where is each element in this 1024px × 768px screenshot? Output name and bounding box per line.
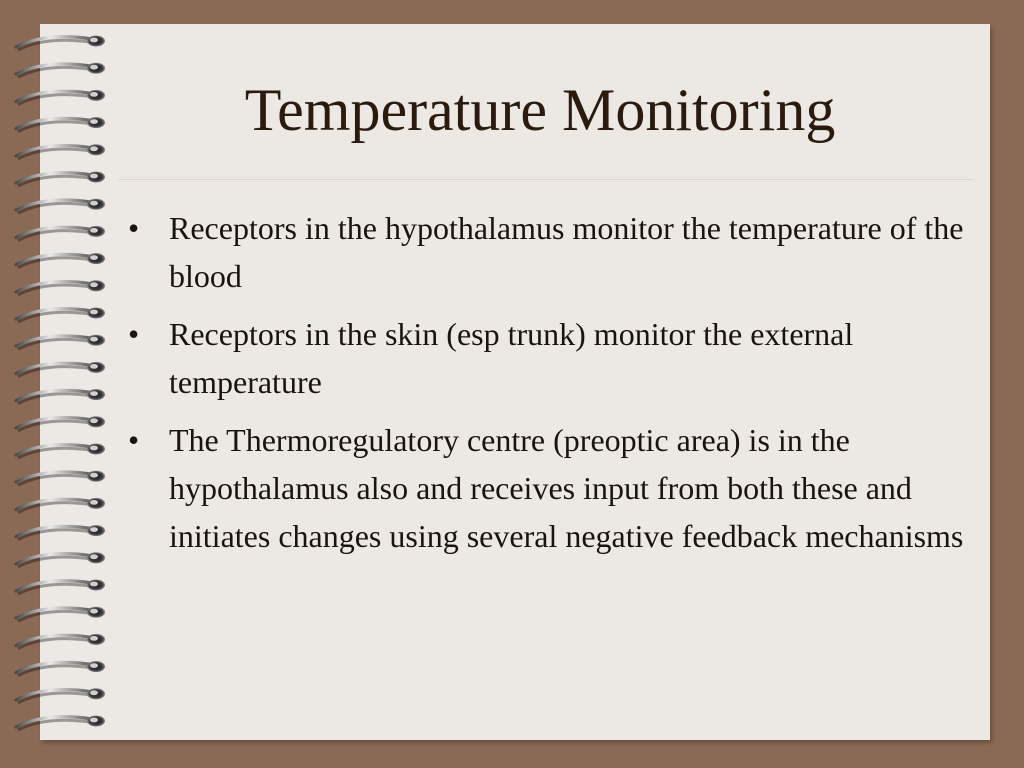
spiral-ring-icon [16,335,105,350]
spiral-ring-icon [16,416,105,431]
spiral-ring-icon [16,308,105,323]
spiral-ring-icon [16,253,105,268]
spiral-ring-icon [16,688,105,703]
spiral-ring-icon [16,36,105,51]
bullet-text: The Thermoregulatory centre (preoptic area) is in the hypothalamus also and receives input from both these and initiates changes using several negative feedback mechanisms [169,422,964,554]
spiral-ring-icon [16,172,105,187]
spiral-ring-icon [16,226,105,241]
bullet-list [126,204,976,570]
spiral-ring-icon [16,580,105,595]
bullet-item [126,204,976,300]
spiral-ring-icon [16,552,105,567]
title-divider [118,179,973,180]
spiral-ring-icon [16,389,105,404]
spiral-ring-icon [16,117,105,132]
bullet-text: Receptors in the hypothalamus monitor the temperature of the blood [169,210,964,294]
spiral-ring-icon [16,498,105,513]
spiral-binding [0,0,120,768]
spiral-ring-icon [16,362,105,377]
spiral-ring-icon [16,607,105,622]
bullet-item [126,416,976,560]
spiral-ring-icon [16,144,105,159]
bullet-text: Receptors in the skin (esp trunk) monitor the external temperature [169,316,854,400]
spiral-ring-icon [16,90,105,105]
spiral-ring-icon [16,280,105,295]
spiral-ring-icon [16,716,105,731]
spiral-ring-icon [16,444,105,459]
slide-title: Temperature Monitoring [244,77,836,143]
bullet-dot-icon: • [128,210,140,246]
bullet-dot-icon: • [128,422,140,458]
spiral-ring-icon [16,471,105,486]
spiral-ring-icon [16,661,105,676]
bullet-dot-icon: • [128,316,140,352]
spiral-ring-icon [16,525,105,540]
spiral-ring-icon [16,63,105,78]
bullet-item [126,310,976,406]
spiral-ring-icon [16,634,105,649]
spiral-ring-icon [16,199,105,214]
